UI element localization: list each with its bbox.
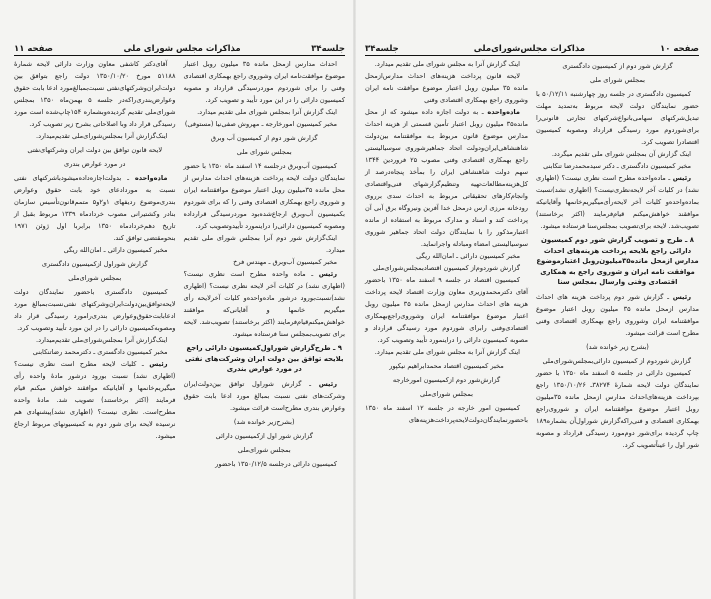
paragraph xyxy=(14,244,176,256)
paragraph xyxy=(536,160,699,172)
paragraph xyxy=(365,106,528,250)
paragraph-text: ـ کلیات لایحه مطرح است نظری نیست؟ (اظهاری نشد) نسبت بورود درشور مادهٔ واحده رأی میگیریم‌خانمها و آقایانیکه موافقند خواهش میکنم قیام فرمایند (اکثر برخاستند) تصویب شد. مادهٔ واحده مطرح‌است. نظری نیست؟ (اظهاری نشد)پیشنهادی هم نرسیده لایحه برای شور دوم به کمیسیونهای مربوط ارجاع میشود. xyxy=(14,360,176,440)
paragraph xyxy=(184,378,346,414)
paragraph xyxy=(184,106,346,118)
page-10 xyxy=(355,0,711,599)
paragraph-text: (بشرح زیر خوانده شد) xyxy=(586,342,649,351)
paragraph-text: بمجلس شورای‌ملی xyxy=(237,445,291,454)
paragraph xyxy=(184,160,346,232)
paragraph-text: ـ بدولت‌اجازه‌داده‌میشود‌باشرکتهای نفتی نسبت به موردادعای خود بابت حقوق وعوارض بندری‌موضوع ردیفهای ۱و۲و۵ متمم‌قانون‌تأسیس سازمان بنادر وکشتیرانی مصوب خردادماه ۱۳۳۹ مربوط بقبل از تاریخ دهم‌خردادماه ۱۳۵۰ برابربا اول ژوئن ۱۹۷۱ بنحومقتضی توافق کند. xyxy=(14,174,176,242)
running-title: مذاکرات مجلس‌شورای‌ملی xyxy=(473,44,586,54)
paragraph xyxy=(365,58,528,70)
paragraph-text: لایحه قانون توافق بین دولت ایران وشرکتهای‌نفتی xyxy=(27,146,163,154)
centered-title xyxy=(365,374,528,386)
paragraph-text: کمیسیون امور خارجه در جلسه ۱۲ اسفند ماه ۱۳۵۰ باحضورنمایندگان‌دولت‌لایحه‌پرداخت‌هزینه‌های xyxy=(365,404,528,424)
centered-title xyxy=(14,272,176,284)
paragraph-text: لایحه قانون پرداخت هزینه‌های احداث مدارس‌ازمحل مانده ۳۵ میلیون روبل اعتبار موضوع موافقت نامه ایران وشوروی راجع بهمکاری اقتصادی وفنی xyxy=(365,72,528,104)
page-number: صفحه ۱۱ xyxy=(14,44,53,54)
paragraph-text: کمیسیون دارائی درجلسه ۱۳۵۰/۱۲/۵ باحضور xyxy=(215,459,337,468)
centered-title xyxy=(184,146,346,158)
centered-title xyxy=(536,74,699,86)
paragraph xyxy=(184,58,346,106)
page-11 xyxy=(0,0,355,599)
centered-title xyxy=(184,444,346,456)
paragraph xyxy=(365,250,528,262)
centered-title xyxy=(14,144,176,156)
paragraph xyxy=(14,334,176,346)
speaker-label: ماده‌واحده xyxy=(487,108,520,116)
speaker-label: رئیس xyxy=(149,360,168,368)
paragraph-text: ۸ ـ طرح و تصویب گزارش شور دوم کمیسیون دارائی راجع بلایحه پرداخت هزینه‌های احداث مدارس ازمحل مانده۳۵میلیون‌روبل اعتبارموضوع موافقت نامه ایران و شوروی راجع به همکاری اقتصادی وفنی وارسال بمجلس سنا xyxy=(536,236,699,286)
paragraph-text: اینک‌گزارش شور دوم آنرا بمجلس شورای ملی تقدیم میدارد. xyxy=(183,234,345,254)
paragraph xyxy=(14,358,176,442)
session-number: جلسه۳۴ xyxy=(311,44,345,54)
paragraph-text: گزارش شوردوم‌از کمیسیون اقتصاد‌بمجلس‌شورای‌ملی xyxy=(373,264,520,272)
paragraph-text: مخبر کمیسیون آب‌وبرق ـ مهندس فرخ xyxy=(233,258,337,266)
paragraph-text: ـ به دولت اجازه داده میشود که از محل مانده۳۵ میلیون روبل اعتبار تأمین قسمتی از هزینه احداث مدارس موضوع قانون مربوط بـه موافقتنامه بین‌دولت شاهنشاهی‌ایران‌ودولت اتحاد جماهیرشوروی سوسیالیستی راجع بهمکاری اقتصادی وفنی مصوب ۲۵ فروردین ۱۳۴۴ سهم دولت شاهنشاهی ایران را بمأخذ پنجاه‌درصد از کل‌هزینه‌مطالعات‌تهیه وتنظیم‌گزارشهای فنی‌واقتصادی وانجام‌کارهای تحقیقاتی مربوط به احداث سدی برروی رودخانه مرزی ارس درمحل خدا آفرین ونیروگاه برق آبی آن پرداخت کند و اسناد و مدارک مربوط به استفاده از مانده اعتبارمذکور را با نمایندگان دولت اتحاد جماهیر شوروی سوسیالیستی امضاء ومبادله واجرانماید. xyxy=(365,108,528,248)
column-left xyxy=(365,58,528,451)
speaker-label: ماده‌واحده xyxy=(134,174,168,182)
paragraph xyxy=(365,402,528,426)
centered-title xyxy=(536,60,699,72)
paragraph-text: کمیسیون دادگستری در جلسه روز چهارشنبه ۵۰/۱۲/۱۱ با حضور نمایندگان دولت لایحه مربوط به‌تمدید مهلت تبدیل‌شرکتهای سهامی‌بانواع‌شرکتهای تجارتی قانونی‌را برای‌شوردوم مورد رسیدگی قرارداد ومصوبه کمیسیون اقتصادرا تصویب کرد. xyxy=(536,90,699,146)
paragraph-text: گزارش شور دوم از کمیسیون آب وبرق xyxy=(210,134,318,142)
paragraph xyxy=(365,274,528,346)
speaker-label: رئیس xyxy=(318,270,337,278)
paragraph xyxy=(365,346,528,358)
page-header xyxy=(365,40,699,56)
paragraph-text: مخبر کمیسیون اقتصاد محمدابراهیم نیکپور xyxy=(389,362,504,370)
paragraph-text: ـ ماده‌واحده مطرح است نظری نیست؟ (اظهاری نشد) در کلیات آخر لایحه‌نظری‌نیست؟ (اظهاری نشد)نسبت بماده‌واحده‌و کلیات آخر لایحه‌رأی‌میگیریم‌خانمها وآقایانیکه موافقند خواهش‌میکنم قیام‌فرمایند (اکثر برخاستند) تصویب‌شد. لایحه برای‌تصویب بمجلس‌سنا فرستاده میشود. xyxy=(536,174,699,230)
paragraph xyxy=(14,286,176,334)
speaker-label: رئیس xyxy=(318,379,337,388)
paragraph xyxy=(365,262,528,274)
paragraph-text: مخبر کمیسیون دارائی ـ امان‌الله ریگی xyxy=(63,246,168,254)
paragraph-text: بمجلس شورای ملی xyxy=(236,148,292,156)
paragraph-text: کمیسیون آب‌وبرق درجلسه ۱۴ اسفند ماه ۱۳۵۰ با حضور نمایندگان دولت لایحه پرداخت هزینه‌های احداث مدارس از محل مانده ۳۵میلیون روبل اعتبار موضوع موافقتنامه ایران و شوروی راجع بهمکاری اقتصادی وفنی را که برای شوردوم بکمیسیون آب‌وبرق ارجاع‌شده‌بود موردرسیدگی قرارداده ومصوبه کمیسیون دارائی‌را دراینمورد تأییدوتصویب کرد. xyxy=(183,162,346,230)
section-heading xyxy=(536,235,699,288)
paragraph xyxy=(536,88,699,148)
paragraph-text: گزارش شوراول ازکمیسیون دادگستری xyxy=(41,260,148,268)
paragraph-text: اینک گزارش آنرا بمجلس شورای ملی تقدیم میدارد. xyxy=(197,108,337,116)
page-columns xyxy=(14,58,345,470)
paragraph-text: گزارش‌شور دوم ازکمیسیون امورخارجه xyxy=(392,376,501,384)
column-right xyxy=(536,58,699,451)
paragraph-text: بمجلس شورای‌ملی xyxy=(420,390,473,398)
paragraph xyxy=(184,268,346,340)
paragraph xyxy=(536,355,699,367)
running-title: مذاکرات مجلس شورای ملی xyxy=(123,44,241,54)
paragraph-text: کمیسیون دادگستری باحضور نمایندگان دولت لایحه‌توافق‌بین‌دولت‌ایران‌وشرکتهای نفتی‌نسبت‌بمبالغ مورد ادعابابت‌حقوق‌وعوارض بندری‌رامورد رسیدگی قرار داد ومصوبه‌کمیسیون دارائی را در این مورد تأیید وتصویب کرد. xyxy=(14,288,176,332)
paragraph xyxy=(184,458,346,470)
session-number: جلسه۳۴ xyxy=(365,44,399,54)
paragraph xyxy=(14,346,176,358)
centered-title xyxy=(184,430,346,442)
paragraph xyxy=(184,118,346,130)
column-left xyxy=(14,58,176,470)
section-heading xyxy=(184,343,346,375)
paragraph-text: مخبر کمیسیون دادگستری ـ دکترمحمد رضاتنکابنی xyxy=(32,348,168,356)
paragraph-text: (بشرح‌زیر خوانده شد) xyxy=(233,417,295,426)
paragraph-text: ـ ماده واحده مطرح است نظری نیست؟ (اظهاری نشد) در کلیات آخر لایحه نظری نیست؟ (اظهاری نشد)نسبت‌بورود درشور ماده‌واحده‌و کلیات آخرلایحه رأی میگیریم خانمها و آقایانی‌که موافقند خواهش‌میکنم‌قیام‌فرمایند (اکثر برخاستند) تصویب‌شد. لایحه برای تصویب‌بمجلس سنا فرستاده میشود. xyxy=(183,270,345,338)
paragraph-text: گزارش شور اول ازکمیسیون دارائی xyxy=(215,431,313,440)
centered-title xyxy=(536,341,699,353)
paragraph xyxy=(536,291,699,339)
centered-title xyxy=(14,258,176,270)
paragraph-text: بمجلس شورای‌ملی xyxy=(68,274,122,282)
paragraph-text: آقای‌دکتر کاشفی معاون وزارت دارائی لایحه شمارهٔ ۵۱۱۸۸ مورخ ۱۳۵۰/۱۰/۲۰ دولت راجع بتوافق بین دولت‌ایران‌وشرکتهای‌نفتی نسبت‌بمبالغ‌مورد ادعا بابت حقوق وعوارض‌بندری‌راکه‌در جلسه ۵ بهمن‌ماه ۱۳۵۰ بمجلس شورای‌ملی تقدیم گردیده‌وبشماره ۱۵۴چاپ‌شده است مورد رسیدگی قرار داد وبا اصلاحاتی بشرح زیر تصویب کرد. xyxy=(14,60,176,128)
centered-title xyxy=(184,132,346,144)
paragraph-text: اینک گزارش آن بمجلس شورای ملی تقدیم میگردد. xyxy=(551,150,691,158)
paragraph xyxy=(14,172,176,244)
paragraph xyxy=(14,58,176,130)
centered-title xyxy=(14,158,176,170)
paragraph-text: گزارش شوردوم از کمیسیون دارائی‌بمجلس‌شورای‌ملی xyxy=(542,356,691,365)
paragraph xyxy=(14,130,176,142)
speaker-label: رئیس xyxy=(672,174,691,182)
column-right xyxy=(184,58,346,470)
paragraph-text: بمجلس شورای ملی xyxy=(589,76,645,84)
paragraph-text: در مورد عوارض بندری xyxy=(64,160,126,168)
paragraph xyxy=(184,232,346,256)
speaker-label: رئیس xyxy=(672,292,691,301)
paragraph-text: ـ گزارش شور دوم پرداخت هزینه های احداث مدارس ازمحل مانده ۳۵ میلیون روبل اعتبار موضوع موافقتنامه ایران وشوروی راجع بهمکاری اقتصادی وفنی مطرح است قرائت میشود. xyxy=(536,292,700,337)
paragraph xyxy=(365,70,528,106)
paragraph-text: مخبر کمیسیون امورخارجه ـ مهروش صفی‌نیا (مستوفی) xyxy=(184,120,337,128)
paragraph xyxy=(184,256,346,268)
page-columns xyxy=(365,58,699,451)
paragraph-text: مخبر کمیسیون دادگستری ـ دکتر سیدمحمدرضا تنکابنی xyxy=(543,162,691,170)
centered-title xyxy=(184,416,346,428)
paragraph-text: کمیسیون دارائی در جلسه ۵ اسفند ماه ۱۳۵۰ با حضور نمایندگان دولت لایحه شمارهٔ ۳۸۲۷۴ـ ۱۳۵۰/۱۰/۲۶ راجع بپرداخت هزینه‌های‌احداث مدارس ازمحل مانده ۳۵میلیون روبل اعتبار موضوع موافقتنامه ایران و شوروی‌راجع بهمکاری اقتصادی و فنی‌راکه‌گزارش شوراول‌آن بشماره۱۸۹ چاپ گردیده برای‌شور دوم‌مورد رسیدگی قرارداد و مصوبه شور اول را عیناً‌تصویب کرد. xyxy=(536,368,700,449)
centered-title xyxy=(365,360,528,372)
page-number: صفحه ۱۰ xyxy=(660,44,699,54)
paragraph-text: اینک‌گزارش آنرا بمجلس‌شورای‌ملی تقدیم‌میدارد. xyxy=(35,132,168,140)
paragraph-text: احداث مدارس ازمحل مانده ۳۵ میلیون روبل اعتبار موضوع موافقت‌نامه ایران وشوروی راجع بهمکاری اقتصادی وفنی را برای شوردوم موردرسیدگی قرارداد و مصوبه کمیسیون دارائی را در این مورد تأیید و تصویب کرد. xyxy=(183,60,345,104)
paragraph-text: ـ گزارش شوراول توافق بین‌دولت‌ایران وشرکت‌های نفتی نسبت بمبالغ مورد ادعا بابت حقوق وعوارض بندری مطرح‌است قرائت میشود. xyxy=(183,379,345,412)
paragraph-text: اینک‌گزارش آنرا بمجلس‌شورای‌ملی تقدیم‌میدارد. xyxy=(35,336,168,344)
paragraph-text: ۹ ـ طرح‌گزارش شوراول‌کمیسیون دارائی راجع بلایحه توافق بین دولت ایران وشرکت‌های نفتی در مورد عوارض بندری xyxy=(185,344,344,373)
paragraph xyxy=(536,172,699,232)
paragraph-text: گزارش شور دوم از کمیسیون دادگستری xyxy=(562,62,673,70)
centered-title xyxy=(365,388,528,400)
paragraph-text: کمیسیون اقتصاد در جلسه ۹ اسفند ماه ۱۳۵۰ باحضور آقای دکترمحمدوزیری معاون وزارت اقتصاد لایحه پرداخت هزینه های احداث مدارس ازمحل مانده ۳۵ میلیون روبل اعتبار موضوع موافقتنامه ایران وشوروی‌راجع‌بهمکاری اقتصادی‌وفنی رابرای شوردوم مورد رسیدگی قرارداد و مصوبه کمیسیون دارائی را دراینمورد تأیید وتصویب کرد. xyxy=(365,276,528,344)
paragraph xyxy=(536,148,699,160)
paragraph-text: مخبر کمیسیون دارائی ـ امان‌الله ریگی xyxy=(416,252,520,260)
paragraph xyxy=(536,367,699,451)
paragraph-text: اینک گزارش آنرا به مجلس شورای ملی تقدیم میدارد. xyxy=(374,348,520,356)
page-header xyxy=(14,40,345,56)
paragraph-text: اینک گزارش آنرا به مجلس شورای ملی تقدیم میدارد. xyxy=(374,60,520,68)
